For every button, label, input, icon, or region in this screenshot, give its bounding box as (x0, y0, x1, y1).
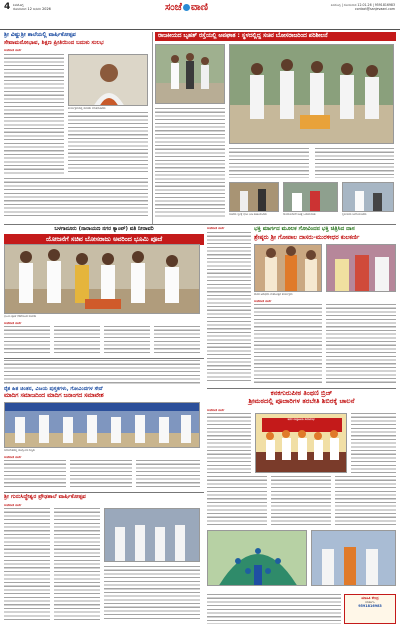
article-accident (155, 32, 396, 222)
a5-body-col-1 (4, 460, 66, 488)
a1-byline: ಸಂಜೆವಾಣಿ ವಾರ್ತೆ (4, 48, 22, 52)
date-label: ಸೋಮವಾರ 12 ಜನವರಿ 2026 (13, 7, 51, 11)
a5-caption: ಸಮಾವೇಶದಲ್ಲಿ ಪಾಲ್ಗೊಂಡ ಗಣ್ಯರು (4, 449, 35, 452)
a6-headline-2: ಶ್ರೀಮಠದಲ್ಲಿ ಪೂಜಾರಿಗಳ ತರಬೇತಿ ಶಿಬಿರಕ್ಕೆ ಚಾಲನೆ (248, 397, 355, 405)
ad-line1: ಸಂಪರ್ಕಿಸಿ (365, 600, 375, 604)
divider (4, 492, 204, 493)
a6-body-col-5 (335, 476, 396, 526)
a6-stage-banner: ಶಿಬಿರ ಉದ್ಘಾಟನಾ ಸಮಾರಂಭ (287, 418, 315, 421)
a3-body-col-1 (4, 326, 50, 354)
a4-headline-2: ಶ್ರೇಷ್ಠರು ಶ್ರೀ ಗೋಪಾಲ ದಾಸರು-ಮುರಳೀಧರ ಕುಲಕರ್ಣಿ (254, 233, 360, 241)
a5-body-col-2 (70, 460, 132, 488)
a4-byline: ಸಂಜೆವಾಣಿ ವಾರ್ತೆ (254, 299, 272, 303)
a4-photo-1 (254, 244, 322, 292)
a4-body-col-2 (326, 304, 396, 384)
article-bhoomi-pooja (4, 226, 204, 356)
a1-headline-1: ಶ್ರೀ ವಿಷ್ಣುಶ್ರೀ ಶಾಲೆಯಲ್ಲಿ ವಾರ್ಷಿಕೋತ್ಸವ (4, 32, 76, 38)
a2-caption-2: ಗಾಯಾಳುಗಳಿಗೆ ಚಿಕಿತ್ಸೆ ನೀಡಲಾಯಿತು (283, 213, 316, 216)
a1-body-col-3 (4, 178, 148, 218)
a3-caption: ಭೂಮಿ ಪೂಜೆ ನೆರವೇರಿಸಿದ ಸಚಿವರು (4, 315, 37, 318)
article-side-column (207, 226, 251, 386)
a6-body-col-4 (271, 476, 331, 526)
ad-title: ಮಾಹಿತಿ ಕೇಂದ್ರ (361, 596, 379, 600)
a2-body-col-3 (315, 148, 394, 178)
a5-headline-1: ರೈತ ಹಿತ ಚಿಂತನ, ವಿಜಯ ಪುಸ್ತಕಗಳು, ಗೋವಿಂದಗಳ ಸೇವೆ (4, 386, 103, 392)
side1-body (207, 232, 251, 382)
a6-byline: ಸಂಜೆವಾಣಿ ವಾರ್ತೆ (207, 408, 225, 412)
article-kanaka-gurupeetha (207, 390, 396, 590)
a6-headline-1: ಕನಕಗುರುಪೀಠ ತಿಂಥಣಿ ಬ್ರಿಜ್ (270, 390, 333, 397)
a2-body-col-2 (229, 148, 309, 178)
a5-photo (4, 402, 200, 448)
page-header (0, 0, 400, 30)
divider (4, 358, 204, 359)
a3-body-col-4 (154, 326, 200, 354)
page-number: 4 (4, 2, 11, 12)
side1-byline: ಸಂಜೆವಾಣಿ ವಾರ್ತೆ (207, 226, 225, 230)
ad-box (344, 594, 396, 624)
a6-body-col-3 (207, 476, 267, 526)
contact-line-2[interactable]: contact@sanjevaani.com (354, 7, 395, 11)
a7-body-col-1 (4, 508, 50, 620)
a7-byline: ಸಂಜೆವಾಣಿ ವಾರ್ತೆ (4, 502, 22, 507)
a4-caption: ದಾಸರ ಆರಾಧನಾ ಮಹೋತ್ಸವ ಕಾರ್ಯಕ್ರಮ (254, 293, 293, 296)
a4-body-col-1 (254, 304, 322, 384)
a7-headline: ಶ್ರೀ ಗುರುಸಿದ್ಧೇಶ್ವರ ಪ್ರೌಢಶಾಲೆ ವಾರ್ಷಿಕೋತ್ಸವ (4, 494, 86, 500)
article-gopala-dasaru (254, 226, 396, 386)
masthead-logo (165, 2, 208, 13)
article-gurusiddeshwara-school (4, 494, 204, 624)
a2-headline: ರಾಜಕೀಯದ ಬೃಹತ್ ರಸ್ತೆಯಲ್ಲಿ ಅಪಘಾತ : ಸ್ಥಳದಲ್ಲಿದ್ದ ಸಚಿವ ಬೋಸರಾಜರಿಂದ ಪರಿಶೀಲನೆ (155, 32, 396, 41)
masthead-dot-icon (183, 4, 190, 11)
a5-headline-2: ಮಾದಿಗ ಸಮಾಜದಿಂದ ಮಾದಿಗ ಜನಾಂಗದ ಸಮಾವೇಶ (4, 393, 104, 399)
a7-photo (104, 508, 200, 562)
a2-photo-main (155, 44, 225, 104)
a1-caption: ಕಾರ್ಯಕ್ರಮದಲ್ಲಿ ಶಾಸಕರು ಮಾತನಾಡಿದರು (68, 107, 106, 110)
edition-label: ಶಿವಮೊಗ್ಗ (13, 3, 24, 7)
article-madiga-samavesha (4, 360, 204, 490)
a2-caption-1: ಸಚಿವರು ಸ್ಥಳಕ್ಕೆ ಭೇಟಿ ನೀಡಿ ಪರಿಶೀಲಿಸಿದರು (229, 213, 267, 216)
sidebar-bottom (344, 594, 396, 624)
a6-body-col-1 (207, 413, 251, 473)
masthead-left: ಸಂಜೆ (165, 2, 182, 13)
a2-photo-small-1 (229, 182, 279, 212)
side2-body (207, 594, 341, 624)
a5-byline: ಸಂಜೆವಾಣಿ ವಾರ್ತೆ (4, 455, 22, 459)
contact-line-1: ಶಿವಮೊಗ್ಗ | ಸೋಮವಾರ 12.01.26 | 9591816983 (330, 3, 395, 7)
a6-photo-small (311, 530, 396, 586)
a4-headline-1: ಭಕ್ತಿ ಮಾರ್ಗದ ಮೂಲಕ ಗೋವಿಂದನ ಭಕ್ತಿ ಚಿತ್ರಿಸಿದ ದಾಸ (254, 226, 355, 232)
a4-photo-2 (326, 244, 396, 292)
a2-photo-small-2 (283, 182, 338, 212)
header-contact (290, 3, 395, 11)
masthead-right: ವಾಣಿ (190, 2, 208, 13)
divider (152, 32, 153, 224)
a3-headline: ಯೋಜನೆಗೆ ಸಚಿವ ಬೋಸರಾಜು ಅವರಿಂದ ಭೂಮಿ ಪೂಜೆ (4, 234, 204, 245)
a7-body-col-2 (54, 508, 100, 620)
a5-body-col-3 (136, 460, 200, 488)
a7-body-col-3 (104, 566, 200, 620)
a1-body-col-2 (68, 112, 148, 172)
a3-body-col-2 (54, 326, 100, 354)
a6-photo-stage (255, 413, 347, 473)
a1-headline-2: ಸೇವಾಮನೋಭಾವ, ಶಿಕ್ಷಣ ಪ್ರೀತಿಯಿಂದ ಬದುಕು ಸುಲಭ (4, 39, 104, 46)
a5-top-text (4, 360, 200, 384)
a2-body-col-1 (155, 108, 225, 218)
divider (4, 224, 396, 225)
a3-photo (4, 244, 200, 314)
a1-body-col-1 (4, 54, 64, 174)
a1-photo-portrait (68, 54, 148, 106)
a3-byline: ಸಂಜೆವಾಣಿ ವಾರ್ತೆ (4, 321, 22, 325)
a2-photo-group (229, 44, 394, 144)
a6-photo-peacock (207, 530, 307, 586)
a2-caption-3: ಸ್ಥಳೀಯರು ಜಮಾಯಿಸಿದರು (342, 213, 367, 216)
header-dateline (13, 3, 51, 11)
divider (207, 388, 396, 389)
a2-photo-small-3 (342, 182, 394, 212)
a3-body-col-3 (104, 326, 150, 354)
article-school-anniversary (4, 32, 150, 222)
ad-phone[interactable]: 9591816983 (358, 604, 382, 608)
a6-body-col-2 (351, 413, 396, 473)
a3-kicker: ಬಳಗಾನೂರು (ನಾರಾಯಣ ನಗರ ಕ್ಯಾಂಪ್) ವತಿ ನೀರಾವರಿ (54, 226, 154, 232)
